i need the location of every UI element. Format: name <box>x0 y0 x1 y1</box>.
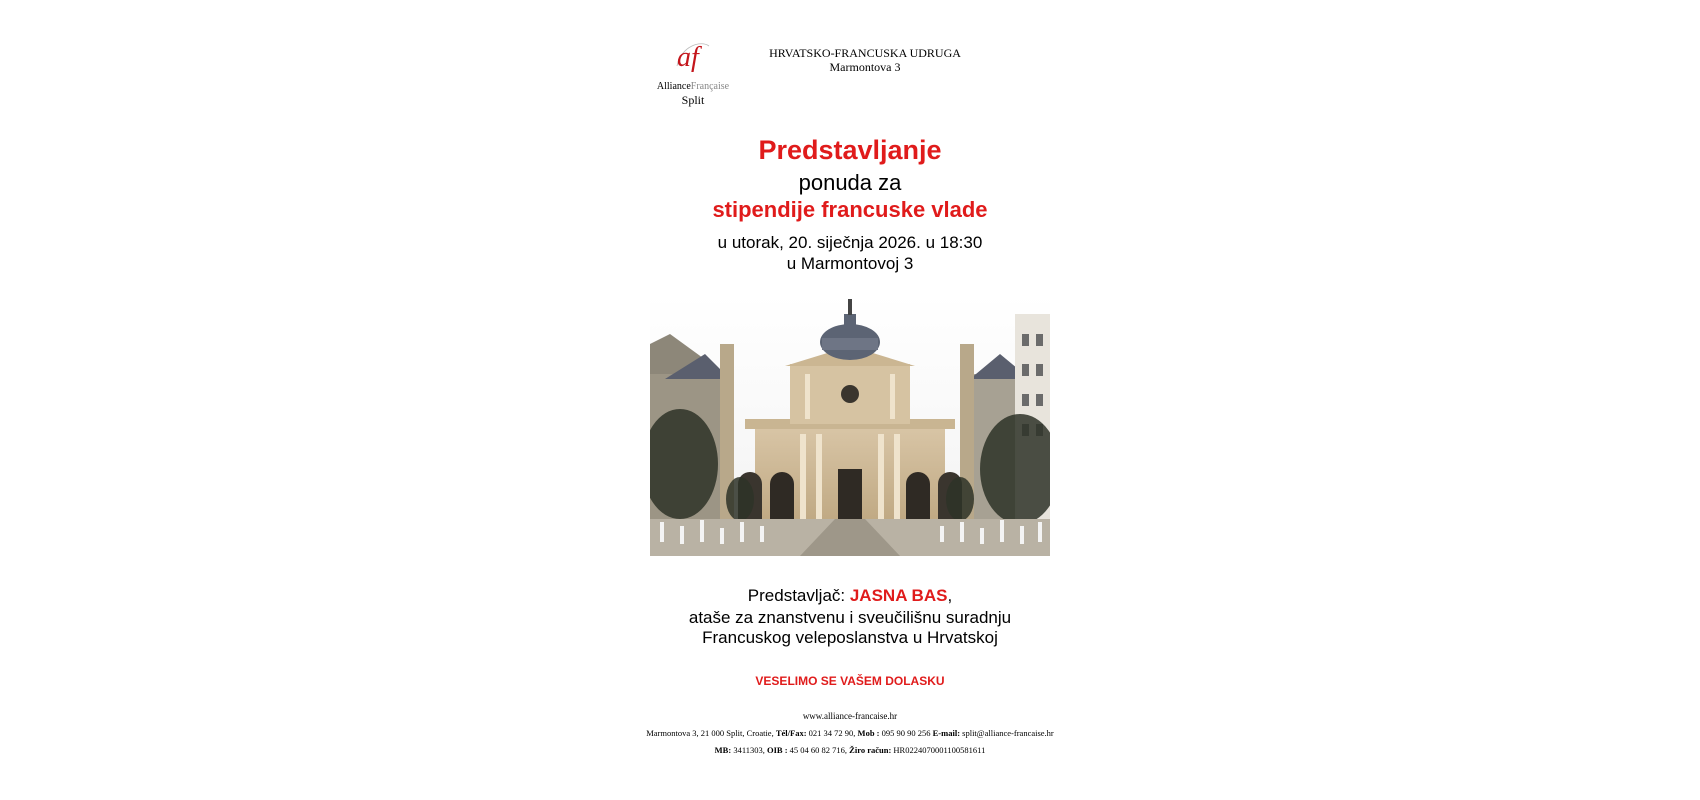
event-subtitle: ponuda za <box>798 170 902 195</box>
logo-wordmark: AllianceFrançaise <box>656 81 730 92</box>
event-place: u Marmontovoj 3 <box>786 254 914 273</box>
footer-website[interactable]: www.alliance-francaise.hr <box>802 711 898 721</box>
org-name: HRVATSKO-FRANCUSKA UDRUGA <box>769 46 961 60</box>
svg-text:af: af <box>677 42 699 73</box>
event-date: u utorak, 20. siječnja 2026. u 18:30 <box>717 233 983 252</box>
presenter-label: Predstavljač: <box>747 586 850 605</box>
welcome-message: VESELIMO SE VAŠEM DOLASKU <box>755 674 945 688</box>
org-address: Marmontova 3 <box>829 60 901 74</box>
org-header <box>740 46 990 74</box>
presenter-institution: Francuskog veleposlanstva u Hrvatskoj <box>702 628 998 647</box>
presenter-role: ataše za znanstvenu i sveučilišnu suradnju <box>688 608 1012 627</box>
af-monogram-icon <box>671 36 715 78</box>
alliance-francaise-logo <box>648 36 738 116</box>
event-title: Predstavljanje <box>758 135 942 165</box>
footer-contact-line: Marmontova 3, 21 000 Split, Croatie, Tél/Fax: 021 34 72 90, Mob : 095 90 90 256 E-mail: split@alliance-francaise.hr <box>646 728 1054 738</box>
presenter-name: JASNA BAS <box>849 586 948 605</box>
sorbonne-chapel-photo <box>650 294 1050 556</box>
event-topic: stipendije francuske vlade <box>712 197 988 222</box>
footer-email[interactable]: split@alliance-francaise.hr <box>960 728 1054 738</box>
presenter-line: Predstavljač: JASNA BAS, <box>747 586 953 605</box>
logo-city: Split <box>681 93 705 107</box>
chapel-illustration-icon <box>650 294 1050 556</box>
footer-registration-line: MB: 3411303, OIB : 45 04 60 82 716, Žiro račun: HR0224070001100581611 <box>714 745 986 755</box>
